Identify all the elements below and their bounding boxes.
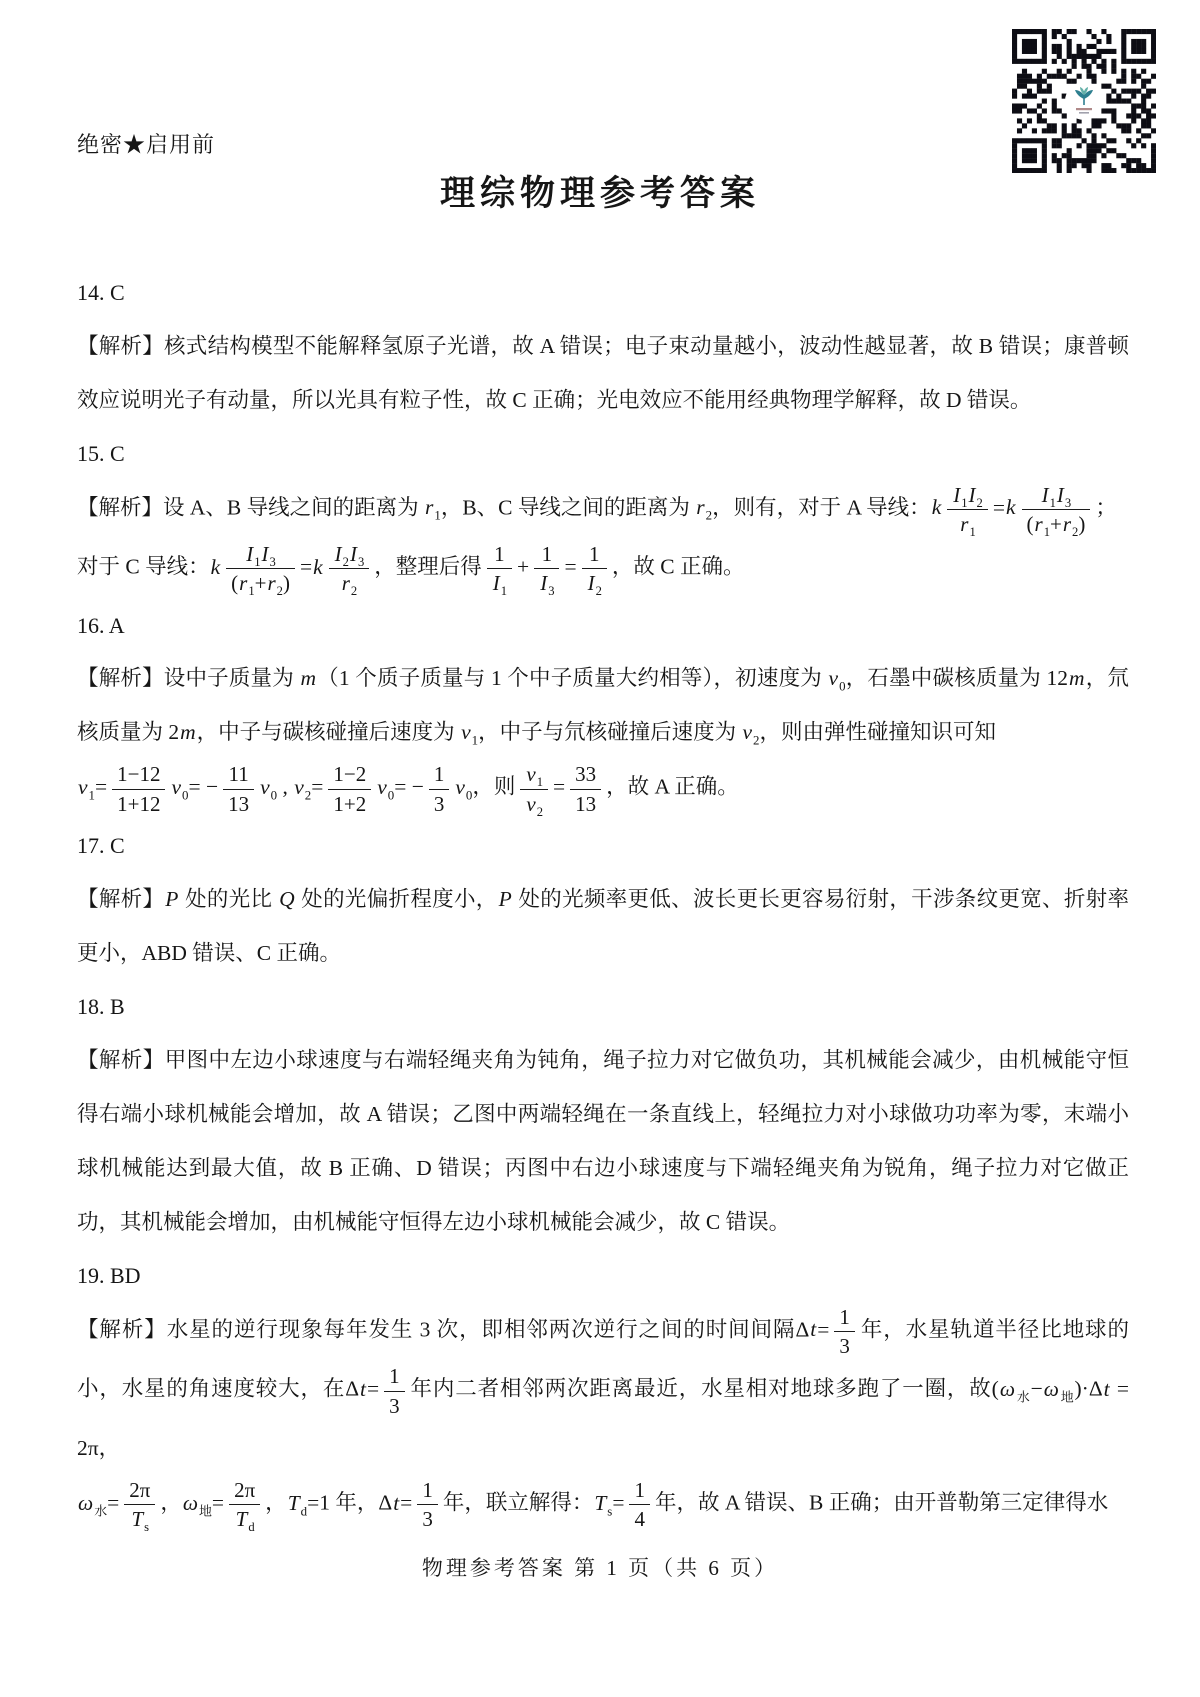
solution-paragraph: 【解析】设 A、B 导线之间的距离为 $r_1$，B、C 导线之间的距离为 $r_2$，则有，对于 A 导线：k $\frac{I_1I_2}{r_1}$ =k $\frac{I_1I_3}{(r_1+r_2)}$ ； (77, 482, 1117, 539)
solution-paragraph: 对于 C 导线：k $\frac{I_1I_3}{(r_1+r_2)}$ =k $\frac{I_2I_3}{r_2}$ ，整理后得 $\frac{1}{I_1}$ + $\frac{1}{I_3}$ = $\frac{1}{I_2}$ ，故 C 正确。 (77, 542, 745, 599)
answer-number: 18. B (77, 993, 125, 1019)
fraction: $\frac{2\pi}{T_d}$ (229, 1477, 260, 1533)
answer-item (77, 601, 1129, 819)
fraction: $\frac{I_2I_3}{r_2}$ (329, 541, 370, 597)
fraction: $\frac{v_1}{v_2}$ (520, 761, 548, 817)
fraction: $\frac{1}{3}$ (834, 1304, 855, 1360)
solution-paragraph: $v_1=$ $\frac{1-12}{1+12}$ $v_0=$ − $\frac{11}{13}$ $v_0$ , $v_2=$ $\frac{1-2}{1+2}$ $v_0=$ − $\frac{1}{3}$ $v_0$，则 $\frac{v_1}{v_2}$ = $\frac{33}{13}$ ，故 A 正确。 (78, 762, 739, 819)
answer-item (77, 268, 1129, 427)
fraction: $\frac{1}{3}$ (384, 1363, 405, 1419)
fraction: $\frac{I_1I_3}{(r_1+r_2)}$ (1022, 482, 1091, 538)
fraction: $\frac{1}{I_2}$ (582, 541, 607, 597)
solution-paragraph: $\omega_水=$ $\frac{2\pi}{T_s}$ ，$\omega_地=$ $\frac{2\pi}{T_d}$ ，$T_d=1$ 年，Δt= $\frac{1}{3}$ 年，联立解得：$T_s=$ $\frac{1}{4}$ 年，故 A 错误、B 正确；由开普勒第三定律得水 (78, 1477, 1109, 1535)
fraction: $\frac{I_1I_3}{(r_1+r_2)}$ (226, 541, 295, 597)
answer-item (77, 1251, 1129, 1534)
fraction: $\frac{1}{3}$ (429, 761, 450, 817)
solution-paragraph: 【解析】设中子质量为 m（1 个质子质量与 1 个中子质量大约相等），初速度为 $v_0$，石墨中碳核质量为 12m，氘核质量为 2m，中子与碳核碰撞后速度为 $v_1$，中子与氘核碰撞后速度为 $v_2$，则由弹性碰撞知识可知 (77, 666, 1129, 748)
solution-paragraph: 【解析】核式结构模型不能解释氢原子光谱，故 A 错误；电子束动量越小，波动性越显著，故 B 错误；康普顿效应说明光子有动量，所以光具有粒子性，故 C 正确；光电效应不能用经典物理学解释，故 D 错误。 (77, 333, 1129, 412)
page-footer: 物理参考答案 第 1 页（共 6 页） (421, 1556, 779, 1580)
answer-item (77, 821, 1129, 980)
fraction: $\frac{11}{13}$ (223, 761, 254, 817)
answer-number: 19. BD (77, 1263, 141, 1289)
security-classification: 绝密★启用前 (77, 132, 216, 157)
fraction: $\frac{I_1I_2}{r_1}$ (947, 482, 988, 538)
answers-section (77, 266, 1129, 1536)
solution-paragraph: 【解析】甲图中左边小球速度与右端轻绳夹角为钝角，绳子拉力对它做负功，其机械能会减少，由机械能守恒得右端小球机械能会增加，故 A 错误；乙图中两端轻绳在一条直线上，轻绳拉力对小球做功功率为零，末端小球机械能达到最大值，故 B 正确、D 错误；丙图中右边小球速度与下端轻绳夹角为锐角，绳子拉力对它做正功，其机械能会增加，由机械能守恒得左边小球机械能会减少，故 C 错误。 (77, 1047, 1129, 1235)
answer-item (77, 982, 1129, 1249)
answer-number: 15. C (77, 440, 125, 466)
qr-code-icon (1012, 29, 1156, 173)
fraction: $\frac{1}{4}$ (629, 1477, 650, 1533)
answer-number: 17. C (77, 832, 125, 858)
fraction: $\frac{1}{I_3}$ (534, 541, 559, 597)
solution-paragraph: 【解析】水星的逆行现象每年发生 3 次，即相邻两次逆行之间的时间间隔Δt= $\frac{1}{3}$ 年，水星轨道半径比地球的小，水星的角速度较大，在Δt= $\frac{1}{3}$ 年内二者相邻两次距离最近，水星相对地球多跑了一圈，故$(\omega_水-\omega_地)\cdot\Delta t = 2\pi$， (77, 1304, 1130, 1460)
fraction: $\frac{2\pi}{T_s}$ (124, 1477, 155, 1533)
solution-paragraph: 【解析】P 处的光比 Q 处的光偏折程度小，P 处的光频率更低、波长更长更容易衍射，干涉条纹更宽、折射率更小，ABD 错误、C 正确。 (77, 886, 1129, 965)
page-title: 理综物理参考答案 (439, 174, 760, 213)
answer-number: 16. A (77, 612, 125, 638)
fraction: $\frac{33}{13}$ (570, 761, 601, 817)
answer-item (77, 429, 1129, 599)
answer-number: 14. C (77, 280, 125, 305)
qr-logo (1065, 82, 1103, 120)
fraction: $\frac{1-2}{1+2}$ (328, 761, 371, 817)
fraction: $\frac{1-12}{1+12}$ (112, 761, 165, 817)
fraction: $\frac{1}{I_1}$ (487, 541, 512, 597)
fraction: $\frac{1}{3}$ (417, 1477, 438, 1533)
